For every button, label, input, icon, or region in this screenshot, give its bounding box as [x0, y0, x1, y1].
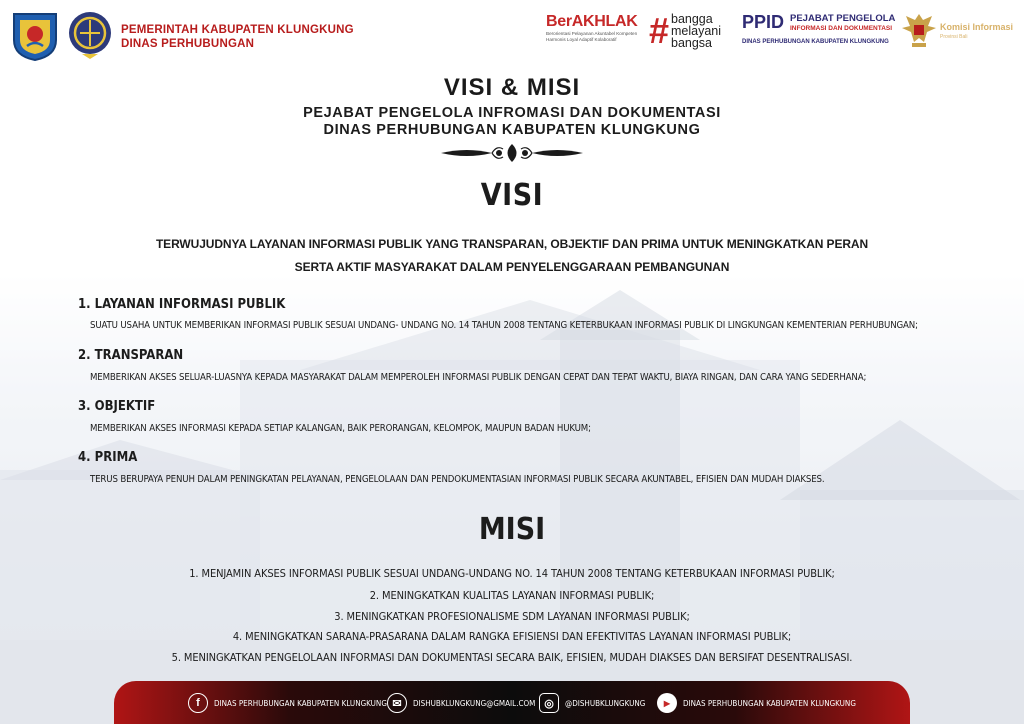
- visi-item-desc: MEMBERIKAN AKSES SELUAR-LUASNYA KEPADA MASYARAKAT DALAM MEMPEROLEH INFORMASI PUBLIK DENGAN CEPAT DAN TEPAT WAKTU, BIAYA RINGAN, DAN CARA YANG SEDERHANA;: [90, 372, 867, 383]
- visi-item-desc: SUATU USAHA UNTUK MEMBERIKAN INFORMASI PUBLIK SESUAI UNDANG- UNDANG NO. 14 TAHUN 2008 TENTANG KETERBUKAAN INFORMASI PUBLIK DI LINGKUNGAN KEMENTERIAN PERHUBUNGAN;: [90, 320, 918, 331]
- footer-instagram-text: @DISHUBKLUNGKUNG: [565, 698, 646, 708]
- youtube-icon: ▶: [657, 693, 677, 713]
- footer-contact-bar: [114, 681, 910, 724]
- visi-item-desc: MEMBERIKAN AKSES INFORMASI KEPADA SETIAP KALANGAN, BAIK PERORANGAN, KELOMPOK, MAUPUN BADAN HUKUM;: [90, 423, 591, 434]
- berakhlak-logo: [546, 13, 644, 43]
- visi-statement-line-2: SERTA AKTIF MASYARAKAT DALAM PENYELENGGARAAN PEMBANGUNAN: [294, 260, 730, 274]
- visi-item-desc: TERUS BERUPAYA PENUH DALAM PENINGKATAN PELAYANAN, PENGELOLAAN DAN PENDOKUMENTASIAN INFORMASI PUBLIK SECARA AKUNTABEL, EFISIEN DAN MUDAH DIAKSES.: [90, 474, 825, 485]
- visi-heading: VISI: [480, 178, 544, 213]
- footer-facebook-link[interactable]: [188, 693, 387, 713]
- visi-statement-line-1: TERWUJUDNYA LAYANAN INFORMASI PUBLIK YANG TRANSPARAN, OBJEKTIF DAN PRIMA UNTUK MENINGKATKAN PERAN: [155, 237, 869, 251]
- footer-instagram-link[interactable]: [539, 693, 645, 713]
- visi-item-title: 1. LAYANAN INFORMASI PUBLIK: [78, 297, 286, 312]
- komisi-informasi-logo: [940, 22, 1013, 40]
- org-line-2: DINAS PERHUBUNGAN: [121, 38, 255, 50]
- visi-item-title: 4. PRIMA: [78, 450, 138, 465]
- ppid-line-2: INFORMASI DAN DOKUMENTASI: [790, 25, 893, 32]
- subtitle-line-2: DINAS PERHUBUNGAN KABUPATEN KLUNGKUNG: [323, 122, 701, 138]
- header-organization: [121, 23, 354, 51]
- ornament-divider-icon: [437, 141, 587, 165]
- berakhlak-tagline-2: Harmonis Loyal Adaptif Kolaboratif: [546, 37, 617, 42]
- misi-item: 3. MENINGKATKAN PROFESIONALISME SDM LAYANAN INFORMASI PUBLIK;: [334, 610, 690, 623]
- facebook-icon: f: [188, 693, 208, 713]
- ppid-line-3: DINAS PERHUBUNGAN KABUPATEN KLUNGKUNG: [742, 39, 889, 45]
- footer-youtube-link[interactable]: [657, 693, 856, 713]
- visi-item-title: 2. TRANSPARAN: [78, 348, 184, 363]
- bangga-line-2: melayani: [671, 24, 722, 38]
- garuda-emblem-icon: [900, 10, 938, 50]
- misi-item: 4. MENINGKATKAN SARANA-PRASARANA DALAM RANGKA EFISIENSI DAN EFEKTIVITAS LAYANAN INFORMASI PUBLIK;: [232, 630, 792, 643]
- ppid-wordmark: PPID: [742, 12, 785, 32]
- ppid-line-1: PEJABAT PENGELOLA: [790, 13, 896, 24]
- footer-facebook-text: DINAS PERHUBUNGAN KABUPATEN KLUNGKUNG: [214, 698, 387, 708]
- bangga-melayani-bangsa-logo: [649, 10, 739, 51]
- ki-line-2: Provinsi Bali: [940, 34, 968, 40]
- subtitle-line-1: PEJABAT PENGELOLA INFROMASI DAN DOKUMENTASI: [303, 105, 721, 121]
- kabupaten-klungkung-logo: [10, 10, 60, 62]
- email-icon: ✉: [387, 693, 407, 713]
- footer-youtube-text: DINAS PERHUBUNGAN KABUPATEN KLUNGKUNG: [683, 698, 856, 708]
- footer-email-link[interactable]: [387, 693, 535, 713]
- visi-item-title: 3. OBJEKTIF: [78, 399, 156, 414]
- misi-item: 2. MENINGKATKAN KUALITAS LAYANAN INFORMASI PUBLIK;: [369, 589, 655, 602]
- dinas-perhubungan-logo: [66, 10, 114, 60]
- bangga-hash: #: [649, 10, 670, 51]
- bangga-line-1: bangga: [671, 12, 713, 26]
- instagram-icon: ◎: [539, 693, 559, 713]
- page-title: VISI & MISI: [443, 74, 581, 101]
- misi-item: 5. MENINGKATKAN PENGELOLAAN INFORMASI DAN DOKUMENTASI SECARA BAIK, EFISIEN, MUDAH DIAKSES DAN BERSIFAT DESENTRALISASI.: [171, 651, 853, 664]
- berakhlak-tagline-1: Berorientasi Pelayanan Akuntabel Kompeten: [546, 31, 638, 36]
- bangga-line-3: bangsa: [671, 36, 713, 50]
- org-line-1: PEMERINTAH KABUPATEN KLUNGKUNG: [121, 24, 354, 36]
- misi-item: 1. MENJAMIN AKSES INFORMASI PUBLIK SESUAI UNDANG-UNDANG NO. 14 TAHUN 2008 TENTANG KETERBUKAAN INFORMASI PUBLIK;: [189, 567, 835, 580]
- ki-line-1: Komisi Informasi: [940, 22, 1014, 32]
- misi-heading: MISI: [478, 512, 546, 547]
- footer-email-text: DISHUBKLUNGKUNG@GMAIL.COM: [413, 698, 536, 708]
- berakhlak-wordmark: BerAKHLAK: [546, 13, 638, 30]
